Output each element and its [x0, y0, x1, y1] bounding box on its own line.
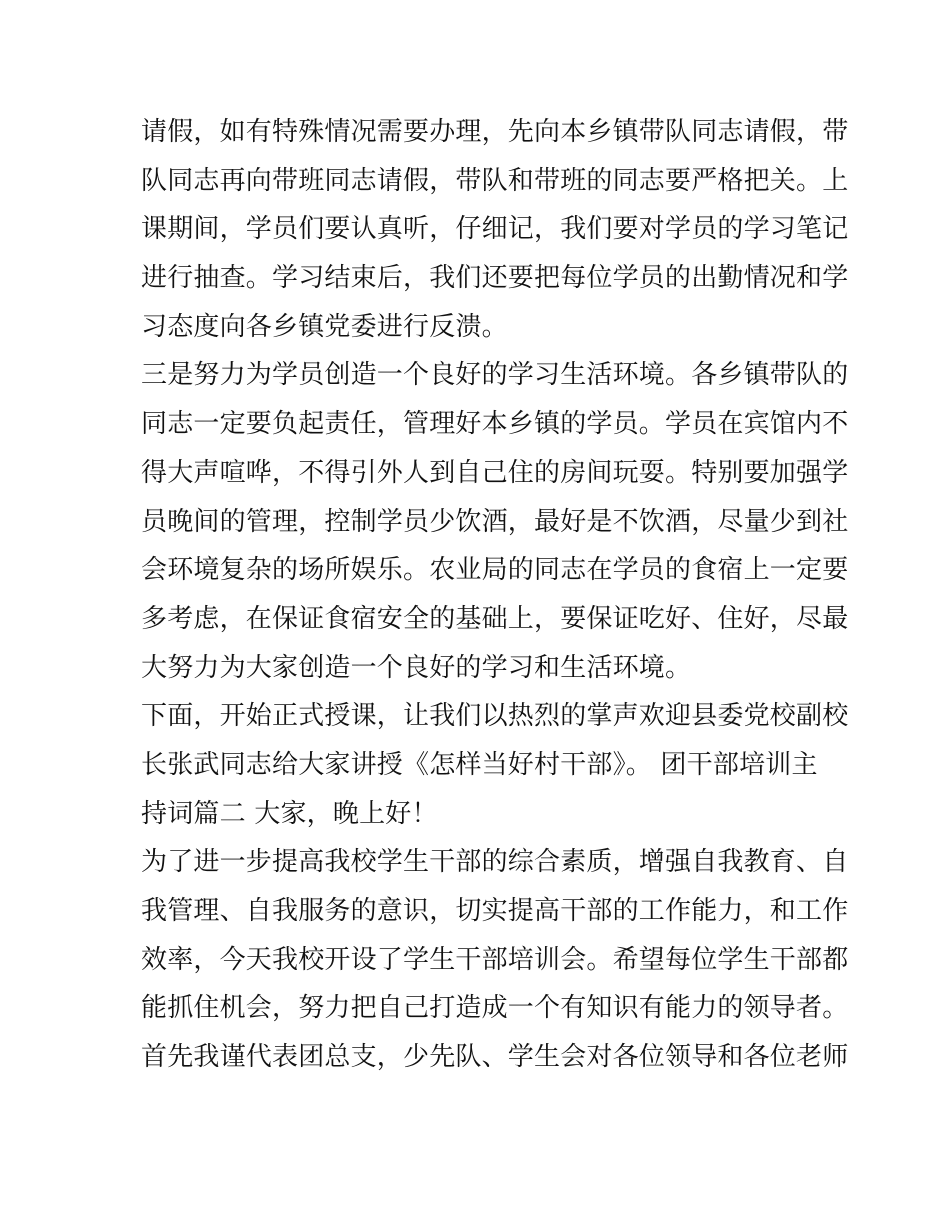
text-line: 能抓住机会，努力把自己打造成一个有知识有能力的领导者。 — [141, 993, 849, 1024]
text-line: 同志一定要负起责任，管理好本乡镇的学员。学员在宾馆内不 — [141, 409, 849, 440]
text-line: 三是努力为学员创造一个良好的学习生活环境。各乡镇带队的 — [141, 360, 849, 391]
document-body — [141, 108, 849, 1082]
text-line: 效率，今天我校开设了学生干部培训会。希望每位学生干部都 — [141, 944, 849, 975]
text-line: 习态度向各乡镇党委进行反溃。 — [141, 311, 508, 342]
text-line: 下面，开始正式授课，让我们以热烈的掌声欢迎县委党校副校 — [141, 701, 849, 732]
text-line: 队同志再向带班同志请假，带队和带班的同志要严格把关。上 — [141, 165, 849, 196]
text-line: 大努力为大家创造一个良好的学习和生活环境。 — [141, 652, 692, 683]
text-line: 员晚间的管理，控制学员少饮酒，最好是不饮酒，尽量少到社 — [141, 506, 849, 537]
text-line: 我管理、自我服务的意识，切实提高干部的工作能力，和工作 — [141, 896, 849, 926]
text-line: 课期间，学员们要认真听，仔细记，我们要对学员的学习笔记 — [141, 214, 849, 245]
text-line: 为了进一步提高我校学生干部的综合素质，增强自我教育、自 — [141, 847, 849, 878]
text-line: 多考虑，在保证食宿安全的基础上，要保证吃好、住好，尽最 — [141, 603, 849, 634]
text-line: 进行抽查。学习结束后，我们还要把每位学员的出勤情况和学 — [141, 263, 849, 294]
text-line: 请假，如有特殊情况需要办理，先向本乡镇带队同志请假，带 — [141, 117, 849, 147]
text-line: 得大声喧哗，不得引外人到自己住的房间玩耍。特别要加强学 — [141, 457, 849, 488]
text-line: 长张武同志给大家讲授《怎样当好村干部》。 团干部培训主 — [141, 749, 818, 780]
text-line: 持词篇二 大家，晚上好！ — [141, 798, 438, 829]
text-line: 会环境复杂的场所娱乐。农业局的同志在学员的食宿上一定要 — [141, 555, 849, 586]
text-line: 首先我谨代表团总支，少先队、学生会对各位领导和各位老师 — [141, 1042, 849, 1073]
